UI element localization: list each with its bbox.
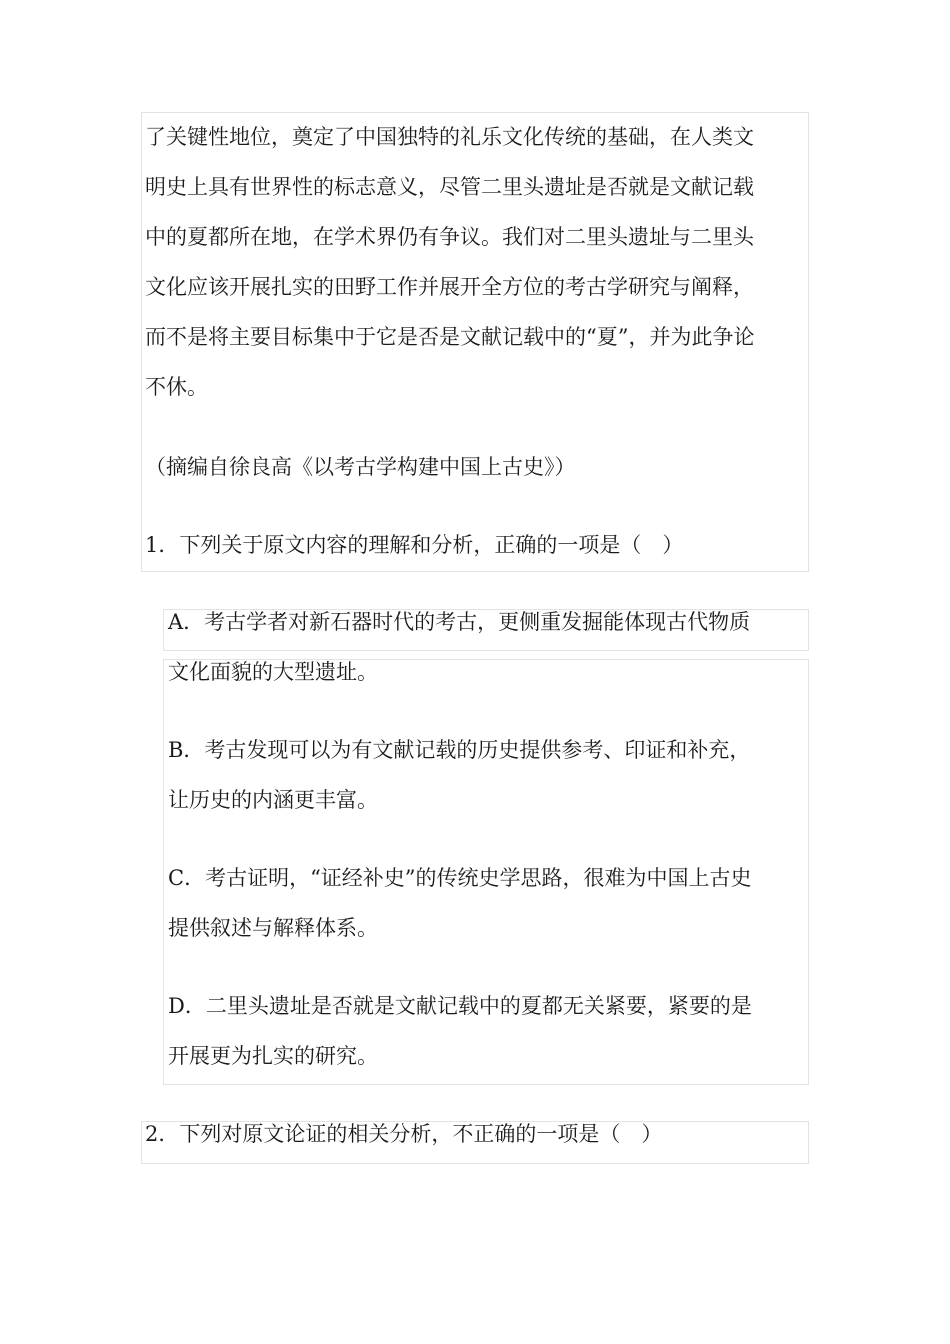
question-stem: 1．下列关于原文内容的理解和分析，正确的一项是（ ）	[145, 533, 684, 557]
passage-line: 了关键性地位，奠定了中国独特的礼乐文化传统的基础，在人类文	[145, 125, 754, 149]
passage-line: 文化应该开展扎实的田野工作并展开全方位的考古学研究与阐释，	[145, 275, 754, 299]
option-a-line-2: 文化面貌的大型遗址。	[168, 660, 378, 684]
option-a-line-1: A．考古学者对新石器时代的考古，更侧重发掘能体现古代物质	[168, 610, 751, 634]
passage-line: 明史上具有世界性的标志意义，尽管二里头遗址是否就是文献记载	[145, 175, 754, 199]
option-c-line-1: C．考古证明，“证经补史”的传统史学思路，很难为中国上古史	[168, 866, 752, 890]
question-stem: 2．下列对原文论证的相关分析，不正确的一项是（ ）	[145, 1122, 663, 1146]
passage-line: 而不是将主要目标集中于它是否是文献记载中的“夏”，并为此争论	[145, 325, 755, 349]
passage-line: 不休。	[145, 375, 208, 399]
option-c-line-2: 提供叙述与解释体系。	[168, 916, 378, 940]
option-d-line-2: 开展更为扎实的研究。	[168, 1044, 378, 1068]
option-d-line-1: D．二里头遗址是否就是文献记载中的夏都无关紧要，紧要的是	[168, 994, 752, 1018]
source-citation: （摘编自徐良高《以考古学构建中国上古史》）	[145, 455, 576, 479]
passage-line: 中的夏都所在地，在学术界仍有争议。我们对二里头遗址与二里头	[145, 225, 754, 249]
option-b-line-2: 让历史的内涵更丰富。	[168, 788, 378, 812]
option-b-line-1: B．考古发现可以为有文献记载的历史提供参考、印证和补充，	[168, 738, 751, 762]
